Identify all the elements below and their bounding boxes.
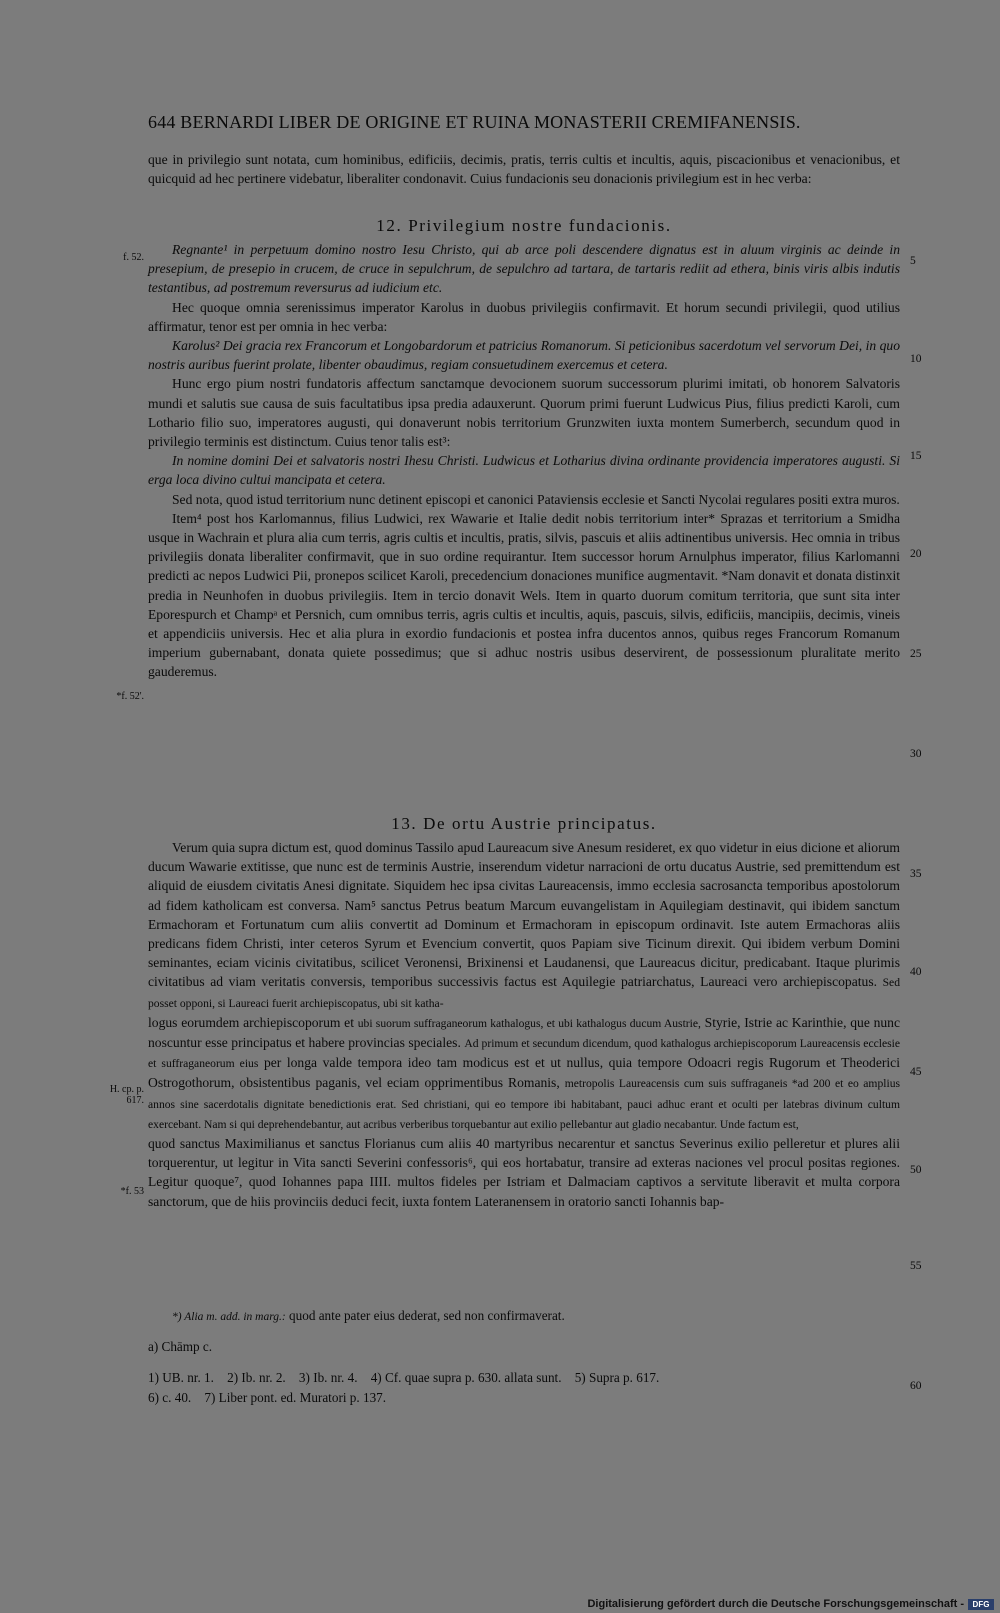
line-number: 15 [910, 450, 922, 462]
privilege-text-2: Karolus² Dei gracia rex Francorum et Longobardorum et patricius Romanorum. Si peticionibus sacerdotum vel servorum Dei, in quo nostris auribus fuerint prolate, libenter obaudimus, regiam consuetudinem exercemus et cetera. [148, 338, 900, 373]
running-header: 644 BERNARDI LIBER DE ORIGINE ET RUINA MONASTERII CREMIFANENSIS. [148, 112, 801, 132]
paragraph-martyres: quod sanctus Maximilianus et sanctus Florianus cum aliis 40 martyribus necarentur et sanctus Severinus exilio pelleretur et plures alii torquerentur, ut legitur in Vita sancti Severini confessoris⁶, qui eos hortabatur, transire ad exteras naciones vel procul positas regiones. Legitur quoque⁷, quod Iohannes papa IIII. multos fideles per Istriam et Dalmaciam captivos a servitute liberavit et multa corpora sanctorum, que de hiis provinciis deduci fecit, iuxta fontem Lateranensem in oratorio sancti Iohannis bap- [148, 1136, 900, 1209]
footnotes-block [148, 1306, 900, 1407]
privilege-text-1: Regnante¹ in perpetuum domino nostro Iesu Christo, qui ab arce poli descendere dignatus est in aluum virginis ac deinde in presepium, de presepio in crucem, de cruce in sepulchrum, de sepulchro ad tartara, de tartaris rediit ad ethera, binis viris albis indutis testantibus, ad postremum reversurus ad iudicium etc. [148, 242, 900, 296]
kathalogus-text-1: logus eorumdem archiepiscoporum et [148, 1014, 354, 1030]
margin-folio-52v: *f. 52'. [116, 691, 144, 702]
kathalogus-text-6: metropolis Laureacensis cum suis suffraganeis *ad 200 et eo amplius annos sine sacerdotalis dignitate benedictionis erat. Sed christiani, qui eo tempore ibi habitabant, pauci adhuc erant et oculti per latebras divinum cultum exercebant. Nam si qui deprehendebantur, aut acribus verberibus torquebantur aut exilio pellebantur aut gladio necabantur. Unde factum est, [148, 1077, 901, 1131]
section-13-block [148, 810, 900, 1211]
section-13-heading: 13. De ortu Austrie principatus. [391, 814, 657, 833]
line-number: 20 [910, 548, 922, 560]
kathalogus-text-2: ubi suorum suffraganeorum kathalogus, et ubi kathalogus ducum Austrie, [357, 1016, 701, 1030]
kathalogus-text-5: per longa valde tempora ideo tam modicus est et ut nullus, quia tempore Odoacri regis Rugorum et Theoderici Ostrogothorum, obsistentibus paganis, vel eciam opprimentibus Romanis, [148, 1055, 900, 1091]
footnote-star-label: *) Alia m. add. in marg.: [172, 1311, 286, 1323]
footnote-star-text: quod ante pater eius dederat, sed non confirmaverat. [289, 1308, 565, 1323]
paragraph-confirmation: Hec quoque omnia serenissimus imperator Karolus in duobus privilegiis confirmavit. Et horum secundi privilegii, quod utilius affirmatur, tenor est per omnia in hec verba: [148, 299, 900, 334]
kathalogus-text-4: Ad primum et secundum dicendum, quod kathalogus archiepiscoporum Laureacensis ecclesie et suffraganeorum eius [148, 1037, 900, 1071]
line-number: 10 [910, 353, 922, 365]
line-number: 25 [910, 648, 922, 660]
paragraph-laureacum [148, 838, 900, 1013]
section-12-heading: 12. Privilegium nostre fundacionis. [376, 216, 672, 235]
section-12-block [148, 212, 900, 682]
line-number: 60 [910, 1380, 922, 1392]
dfg-logo-icon: DFG [968, 1599, 994, 1610]
margin-hcp: H. cp. p. 617. [109, 1084, 144, 1106]
line-number: 55 [910, 1260, 922, 1272]
margin-folio-52: f. 52. [123, 252, 144, 263]
line-number: 50 [910, 1164, 922, 1176]
kathalogus-text-3: Styrie, Istrie ac Karinthie, que nunc noscuntur esse principatus et habere provincias speciales. [148, 1014, 901, 1051]
paragraph-nota: Sed nota, quod istud territorium nunc detinent episcopi et canonici Pataviensis ecclesie et Sancti Nycolai regulares positi extra muros. [172, 491, 900, 507]
line-number: 5 [910, 255, 916, 267]
margin-folio-53: *f. 53 [120, 1186, 144, 1197]
footnote-star [148, 1306, 900, 1327]
footnotes-numbered-1: 1) UB. nr. 1. 2) Ib. nr. 2. 3) Ib. nr. 4. 4) Cf. quae supra p. 630. allata sunt. 5) Supra p. 617. [148, 1370, 660, 1386]
intro-block [148, 150, 900, 188]
line-number: 35 [910, 868, 922, 880]
privilege-text-3: In nomine domini Dei et salvatoris nostri Ihesu Christi. Ludwicus et Lotharius divina ordinante providencia imperatores augusti. Si erga loca divino cultui mancipata et cetera. [148, 453, 900, 488]
footer-credit: Digitalisierung gefördert durch die Deutsche Forschungsgemeinschaft - [587, 1598, 964, 1610]
line-number: 40 [910, 966, 922, 978]
insertion-small: Sed posset opponi, si Laureaci fuerit archiepiscopatus, ubi sit katha- [148, 976, 900, 1010]
footnotes-numbered-2: 6) c. 40. 7) Liber pont. ed. Muratori p. 137. [148, 1389, 387, 1405]
intro-paragraph: que in privilegio sunt notata, cum hominibus, edificiis, decimis, pratis, terris cultis et incultis, aquis, piscacionibus et venacionibus, et quicquid ad hec pertinere videbatur, liberaliter condonavit. Cuius fundacionis seu donacionis privilegium est in hec verba: [148, 152, 900, 187]
paragraph-laureacum-text: Verum quia supra dictum est, quod dominus Tassilo apud Laureacum sive Anesum resideret, ex quo videtur in eius dicione et aliorum ducum Wawarie extitisse, que nunc est de terminis Austrie, inserendum videtur narracioni de ortu ducatus Austrie, sed premittendum est aliquid de eiusdem civitatis Anesi dignitate. Siquidem hec ipsa civitas Laureacensis, immo ecclesia sacrosancta temporibus apostolorum ad fidem katholicam est conversa. Nam⁵ sanctus Petrus beatum Marcum euvangelistam in Aquilegiam destinavit, qui ibidem sanctum Ermachoram et Fortunatum cum aliis convertit ad Dominum et Ermachoram in episcopum ordinavit. Iste autem Ermachoras aliis predicans fidem Christi, inter ceteros Syrum et Evencium convertit, quos Papiam sive Ticinum direxit. Qui ibidem verbum Domini seminantes, eciam vicinis civitatibus, scilicet Veronensi, Brixinensi et Laudanensi, que Laureacus dicitur, predicabant. Itaque plurimis civitatibus ad viam veritatis conversis, temporibus successivis factus est Aquilegie patriarchatus, Laureaci vero archiepiscopatus. [148, 840, 900, 990]
footnote-a: a) Chāmp c. [148, 1339, 213, 1355]
line-number: 45 [910, 1066, 922, 1078]
paragraph-karlomannus: Item⁴ post hos Karlomannus, filius Ludwici, rex Wawarie et Italie dedit nobis territorium inter* Sprazas et territorium a Smidha usque in Wachrain et plura alia cum terris, agris cultis et incultis, pratis, silvis, pascuis et aliis adtinentibus universis. Hec omnia in tribus privilegiis donata liberaliter confirmavit, que in suo ordine requirantur. Item successor horum Arnulphus imperator, filius Karlomanni predicti ac nepos Ludwici Pii, pronepos scilicet Karoli, precedencium donaciones munifice augmentavit. *Nam donavit et donata distinxit predia in Neunhofen in duobus privilegiis. Item in tercio donavit Wels. Item in quarto duorum comitum territoria, que sunt sita inter Eporespurch et Champᵃ et Persnich, cum omnibus terris, agris cultis et incultis, aquis, pascuis, silvis, edificiis, mancipiis, decimis, vineis et appendiciis universis. Hec et alia plura in exordio fundacionis et postea infra ducentos annos, quibus reges Francorum Romanum imperium gubernabant, donata quiete possedimus; que si adhuc nostris usibus deservirent, de possessionum pluralitate merito gauderemus. [148, 510, 900, 680]
paragraph-kathalogus [148, 1013, 900, 1134]
paragraph-successors: Hunc ergo pium nostri fundatoris affectum sanctamque devocionem suorum successorum plurimi imitati, ob honorem Salvatoris mundi et salutis sue causa de suis facultatibus ipsa predia adauxerunt. Quorum primi fuerunt Ludwicus Pius, filius predicti Karoli, cum Lothario filio suo, imperatores augusti, qui donaverunt nobis territorium Grunzwiten iuxta montem Sumerberch, secundum quod in privilegio terminis est distinctum. Cuius tenor talis est³: [148, 376, 900, 450]
footer-bar [0, 1597, 1000, 1613]
line-number: 30 [910, 748, 922, 760]
